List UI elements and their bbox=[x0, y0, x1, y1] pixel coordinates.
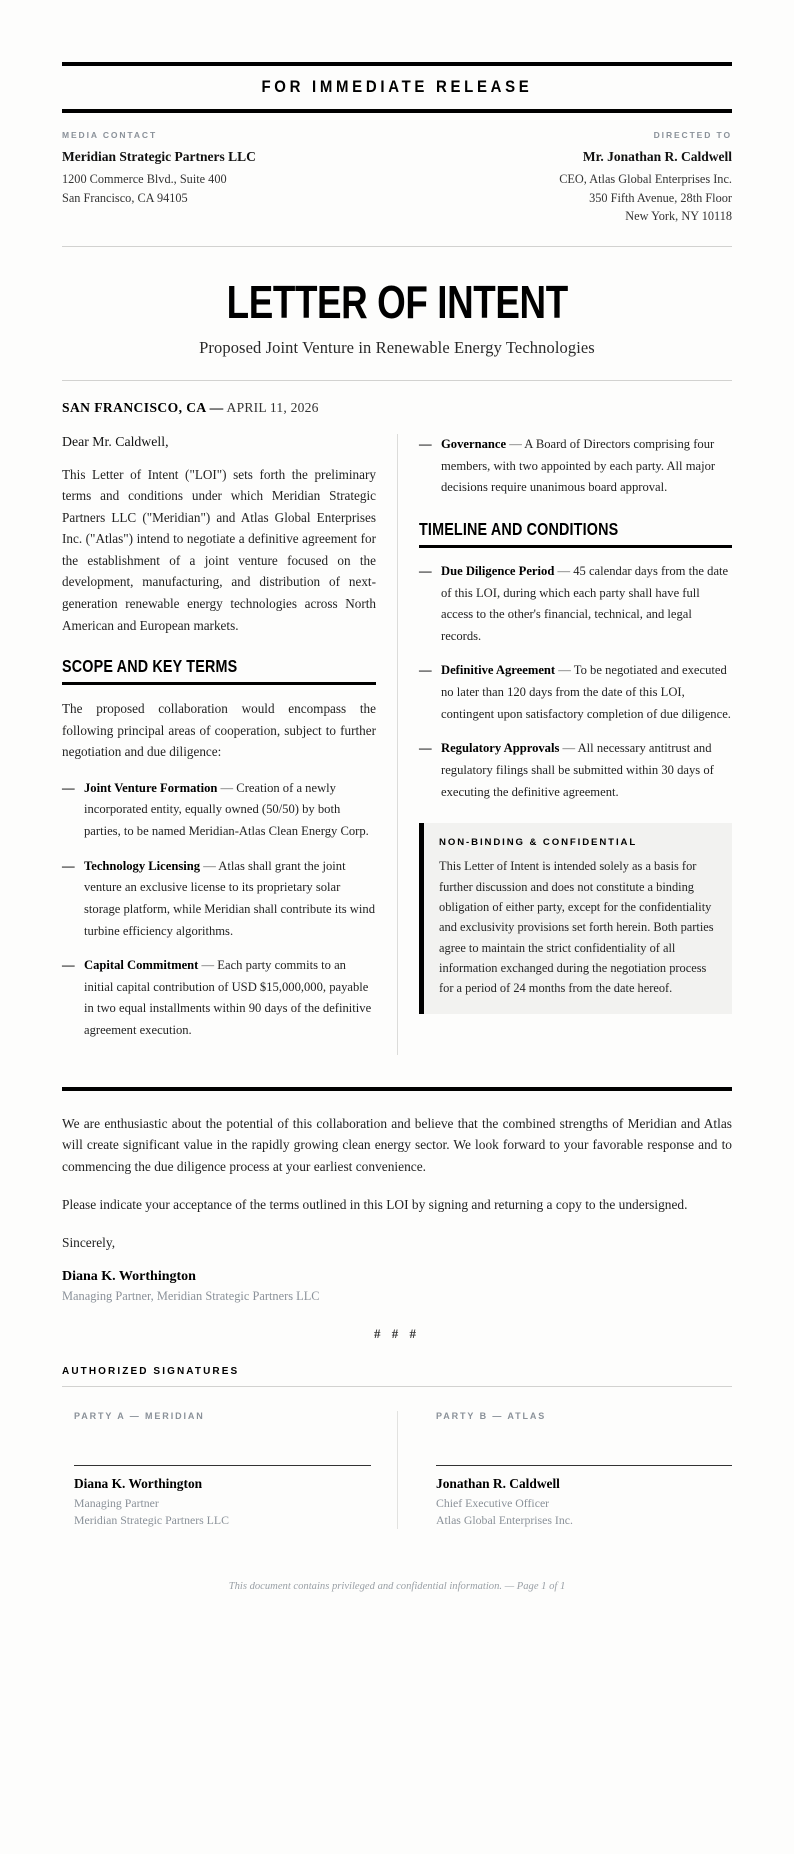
term-text: A Board of Directors comprising four members, with two appointed by each party. All major decisions require unanimous board approval. bbox=[441, 436, 716, 495]
end-of-release-mark: # # # bbox=[374, 1326, 420, 1342]
dateline-date: APRIL 11, 2026 bbox=[226, 399, 319, 415]
callout-non-binding bbox=[419, 823, 732, 1013]
term-text: 45 calendar days from the date of this LOI, during which each party shall have full access to the other's financial, technical, and legal records. bbox=[441, 563, 729, 643]
party-a-label: PARTY A — MERIDIAN bbox=[74, 1411, 205, 1422]
term-text: Each party commits to an initial capital contribution of USD $15,000,000, payable in two equal installments within 90 days of the definitive agreement execution. bbox=[84, 958, 372, 1038]
signature-block-party-a bbox=[62, 1411, 397, 1529]
body-column-left bbox=[62, 434, 397, 1055]
term-label: Definitive Agreement bbox=[441, 663, 556, 678]
em-dash-marker: — bbox=[62, 958, 75, 973]
party-b-signature-line[interactable] bbox=[436, 1465, 732, 1466]
section-heading-timeline: TIMELINE AND CONDITIONS bbox=[419, 518, 619, 539]
media-contact-label: MEDIA CONTACT bbox=[62, 130, 158, 140]
party-a-name: Diana K. Worthington bbox=[74, 1476, 203, 1492]
media-contact-name: Meridian Strategic Partners LLC bbox=[62, 149, 256, 164]
signer-name: Diana K. Worthington bbox=[62, 1269, 196, 1285]
em-dash-marker: — bbox=[419, 436, 432, 451]
em-dash-marker: — bbox=[62, 780, 75, 795]
em-dash-marker: — bbox=[62, 858, 75, 873]
list-item: — Definitive Agreement — To be negotiated and executed no later than 120 days from the date of this LOI, contingent upon satisfactory completion of due diligence. bbox=[419, 660, 732, 725]
term-label: Technology Licensing bbox=[84, 858, 201, 873]
scope-term-list bbox=[62, 778, 376, 1042]
term-text: Creation of a newly incorporated entity, equally owned (50/50) by both parties, to be named Meridian-Atlas Clean Energy Corp. bbox=[84, 780, 369, 838]
em-dash-marker: — bbox=[419, 563, 432, 578]
section-rule-timeline bbox=[419, 545, 732, 548]
section-rule-scope bbox=[62, 682, 376, 685]
scope-lead-paragraph: The proposed collaboration would encompass the following principal areas of cooperation, subject to further negotiation and due diligence: bbox=[62, 701, 376, 760]
closing-section bbox=[62, 1091, 732, 1305]
signer-role: Managing Partner, Meridian Strategic Partners LLC bbox=[62, 1289, 320, 1304]
contact-row bbox=[62, 113, 732, 246]
term-text: All necessary antitrust and regulatory filings shall be submitted within 30 days of executing the definitive agreement. bbox=[441, 741, 714, 799]
body-column-right bbox=[397, 434, 732, 1055]
directed-to-block bbox=[410, 130, 732, 226]
callout-body: This Letter of Intent is intended solely as a basis for further discussion and does not constitute a binding obligation of either party, except for the confidentiality and exclusivity provisions set forth herein. Both parties agree to maintain the strict confidentiality of all information exchanged during the negotiation process for a period of 24 months from the date hereof. bbox=[439, 859, 714, 996]
dateline-place: SAN FRANCISCO, CA — bbox=[62, 399, 224, 415]
dateline bbox=[62, 381, 732, 416]
body-columns bbox=[62, 416, 732, 1065]
closing-paragraph-1: We are enthusiastic about the potential of this collaboration and believe that the combined strengths of Meridian and Atlas will create significant value in the rapidly growing clean energy sector. We look forward to your favorable response and to commencing the due diligence process at your earliest convenience. bbox=[62, 1115, 732, 1175]
list-item: — Technology Licensing — Atlas shall grant the joint venture an exclusive license to its proprietary solar storage platform, while Meridian shall contribute its wind turbine efficiency algorithms. bbox=[62, 856, 376, 943]
salutation: Dear Mr. Caldwell, bbox=[62, 433, 169, 449]
list-item: — Joint Venture Formation — Creation of a newly incorporated entity, equally owned (50/50) by both parties, to be named Meridian-Atlas Clean Energy Corp. bbox=[62, 778, 376, 843]
term-label: Capital Commitment bbox=[84, 958, 199, 973]
intro-paragraph: This Letter of Intent ("LOI") sets forth the preliminary terms and conditions under which Meridian Strategic Partners LLC ("Meridian") and Atlas Global Enterprises Inc. ("Atlas") intend to negotiate a definitive agreement for the establishment of a joint venture focused on the development, manufacturing, and distribution of next-generation renewable energy technologies across North American and European markets. bbox=[62, 466, 376, 633]
party-b-name: Jonathan R. Caldwell bbox=[436, 1476, 560, 1492]
media-contact-address-line-1: 1200 Commerce Blvd., Suite 400 bbox=[62, 172, 227, 186]
media-contact-block bbox=[62, 130, 384, 226]
section-heading-scope: SCOPE AND KEY TERMS bbox=[62, 656, 238, 677]
directed-to-address-line-3: New York, NY 10118 bbox=[625, 209, 732, 224]
page-subtitle: Proposed Joint Venture in Renewable Energy Technologies bbox=[199, 337, 595, 357]
party-a-company: Meridian Strategic Partners LLC bbox=[74, 1513, 229, 1528]
directed-to-label: DIRECTED TO bbox=[653, 130, 732, 140]
signatures-divider bbox=[62, 1386, 732, 1387]
closing-paragraph-2: Please indicate your acceptance of the terms outlined in this LOI by signing and returning a copy to the undersigned. bbox=[62, 1196, 688, 1212]
party-a-signature-line[interactable] bbox=[74, 1465, 371, 1466]
page-title: LETTER OF INTENT bbox=[226, 276, 568, 329]
party-b-role: Chief Executive Officer bbox=[436, 1496, 550, 1511]
release-banner bbox=[62, 62, 732, 113]
term-text: Atlas shall grant the joint venture an exclusive license to its proprietary solar storage platform, while Meridian shall contribute its wind turbine efficiency algorithms. bbox=[84, 858, 375, 938]
em-dash-marker: — bbox=[419, 663, 432, 678]
em-dash-marker: — bbox=[419, 741, 432, 756]
media-contact-address-line-2: San Francisco, CA 94105 bbox=[62, 190, 188, 205]
term-label: Joint Venture Formation bbox=[84, 780, 218, 795]
party-a-role: Managing Partner bbox=[74, 1496, 159, 1511]
signature-grid bbox=[62, 1411, 732, 1529]
authorized-signatures-label: AUTHORIZED SIGNATURES bbox=[62, 1366, 240, 1378]
page-footer: This document contains privileged and confidential information. — Page 1 of 1 bbox=[228, 1581, 566, 1593]
release-banner-text: FOR IMMEDIATE RELEASE bbox=[261, 77, 533, 96]
party-b-company: Atlas Global Enterprises Inc. bbox=[436, 1513, 573, 1528]
signoff: Sincerely, bbox=[62, 1234, 116, 1250]
term-label: Governance bbox=[441, 436, 507, 451]
governance-term-list bbox=[419, 434, 732, 499]
list-item: — Capital Commitment — Each party commits to an initial capital contribution of USD $15,000,000, payable in two equal installments within 90 days of the definitive agreement execution. bbox=[62, 955, 376, 1042]
directed-to-name: Mr. Jonathan R. Caldwell bbox=[582, 149, 732, 164]
list-item: — Governance — A Board of Directors comprising four members, with two appointed by each party. All major decisions require unanimous board approval. bbox=[419, 434, 732, 499]
directed-to-address-line-1: CEO, Atlas Global Enterprises Inc. bbox=[559, 172, 732, 186]
term-text: To be negotiated and executed no later than 120 days from the date of this LOI, contingent upon satisfactory completion of due diligence. bbox=[441, 663, 731, 721]
title-block bbox=[62, 247, 732, 380]
timeline-term-list bbox=[419, 561, 732, 804]
term-label: Due Diligence Period bbox=[441, 563, 555, 578]
signature-block-party-b bbox=[397, 1411, 732, 1529]
term-label: Regulatory Approvals bbox=[441, 741, 560, 756]
list-item: — Due Diligence Period — 45 calendar days from the date of this LOI, during which each party shall have full access to the other's financial, technical, and legal records. bbox=[419, 561, 732, 648]
party-b-label: PARTY B — ATLAS bbox=[436, 1411, 547, 1422]
callout-title: NON-BINDING & CONFIDENTIAL bbox=[439, 837, 638, 849]
list-item: — Regulatory Approvals — All necessary antitrust and regulatory filings shall be submitted within 30 days of executing the definitive agreement. bbox=[419, 738, 732, 803]
directed-to-address-line-2: 350 Fifth Avenue, 28th Floor bbox=[589, 190, 732, 205]
